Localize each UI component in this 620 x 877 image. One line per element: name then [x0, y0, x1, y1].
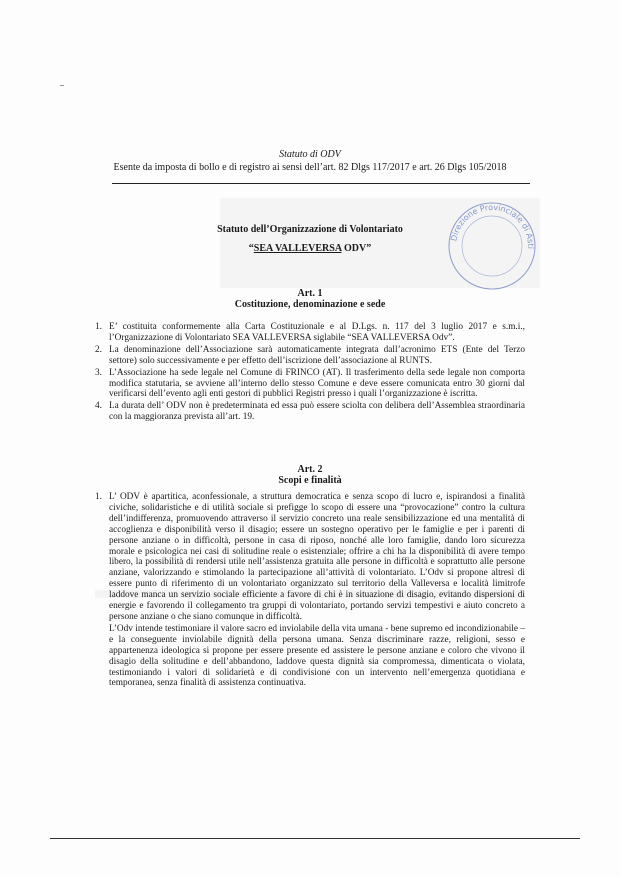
header-subtitle: Statuto di ODV [279, 149, 341, 160]
article-2-body [95, 492, 525, 689]
document-header [0, 149, 620, 174]
organization-name: “SEA VALLEVERSA ODV” [248, 243, 372, 254]
scan-mark [60, 85, 64, 86]
list-item: 1. E’ costituita conformemente alla Carta Costituzionale e al D.Lgs. n. 117 del 3 luglio 2017 e s.m.i., l’Organizzazione di Volontariato SEA VALLEVERSA siglabile “SEA VALLEVERSA Odv”. [95, 322, 525, 343]
list-item: 2. La denominazione dell’Associazione sarà automaticamente integrata dall’acronimo ETS (Ente del Terzo settore) solo successivamente e per effetto dell’iscrizione dell’associazione al RUNTS. [95, 344, 525, 366]
article-1-number: Art. 1 [297, 288, 323, 299]
article-2-number: Art. 2 [297, 464, 323, 475]
article-1-heading [0, 288, 620, 310]
stamp-text: Direzione Provinciale di Asti [449, 202, 536, 250]
article-2-heading [0, 464, 620, 486]
article-1-list [95, 322, 525, 424]
list-item: 4. La durata dell’ ODV non è predeterminata ed essa può essere sciolta con delibera dell’Assemblea straordinaria con la maggioranza prevista all’art. 19. [95, 401, 525, 423]
header-divider [112, 183, 530, 184]
document-title: Statuto dell’Organizzazione di Volontariato [217, 224, 403, 235]
header-exemption: Esente da imposta di bollo e di registro ai sensi dell’art. 82 Dlgs 117/2017 e art. 26 Dlgs 105/2018 [113, 162, 507, 173]
list-item: 3. L’Associazione ha sede legale nel Comune di FRINCO (AT). Il trasferimento della sede legale non comporta modifica statutaria, se avviene all’interno dello stesso Comune e deve essere comunicata entro 30 giorni dal verificarsi dell’evento agli enti gestori di pubblici Registri presso i quali l’organizzazione è iscritta. [95, 367, 525, 400]
article-2-title: Scopi e finalità [278, 475, 342, 486]
article-2-paragraph: L’Odv intende testimoniare il valore sacro ed inviolabile della vita umana - bene supremo ed incondizionabile – e la conseguente inviolabile dignità della persona umana. Senza discriminare razze, religioni, sesso e appartenenza ideologica si propone per essere presente ed assistere le persone anziane e coloro che vivono il disagio della solitudine e dell’abbandono, laddove questa dignità sia compromessa, dimenticata o violata, testimoniando i valori di solidarietà e di condivisione con un intervento nell’emergenza quotidiana e temporanea, senza finalità di assistenza continuativa. [109, 623, 525, 689]
article-1-title: Costituzione, denominazione e sede [234, 299, 386, 310]
list-item: 1. L’ ODV è apartitica, aconfessionale, a struttura democratica e senza scopo di lucro e, ispirandosi a finalità civiche, solidaristiche e di utilità sociale si prefigge lo scopo di essere una “provocazione” contro la cultura dell’indifferenza, promuovendo attraverso il servizio concreto una reale sensibilizzazione ed una mentalità di accoglienza e disponibilità verso il disagio; essere un sostegno operativo per le famiglie e per i parenti di persone anziane o in difficoltà, persone in casa di riposo, nonché alle loro famiglie, dando loro sicurezza morale e psicologica nei casi di solitudine reale o esistenziale; offrire a chi ha la disponibilità di avere tempo libero, la possibilità di rendersi utile nell’assistenza gratuita alle persone in difficoltà e soprattutto alle persone anziane, valorizzando e stimolando la partecipazione all’attività di volontariato. L’Odv si propone altresì di essere punto di riferimento di un volontariato organizzato sul territorio della Valleversa e località limitrofe laddove manca un servizio sociale efficiente a favore di chi è in situazione di disagio, evitando dispersioni di energie e favorendo il collegamento tra gruppi di volontariato, portando servizi tempestivi e aiuto concreto a persone anziane o che siano comunque in difficoltà. [95, 492, 525, 622]
footer-divider [50, 838, 580, 839]
organization-name-underlined: SEA VALLEVERSA [253, 243, 342, 254]
